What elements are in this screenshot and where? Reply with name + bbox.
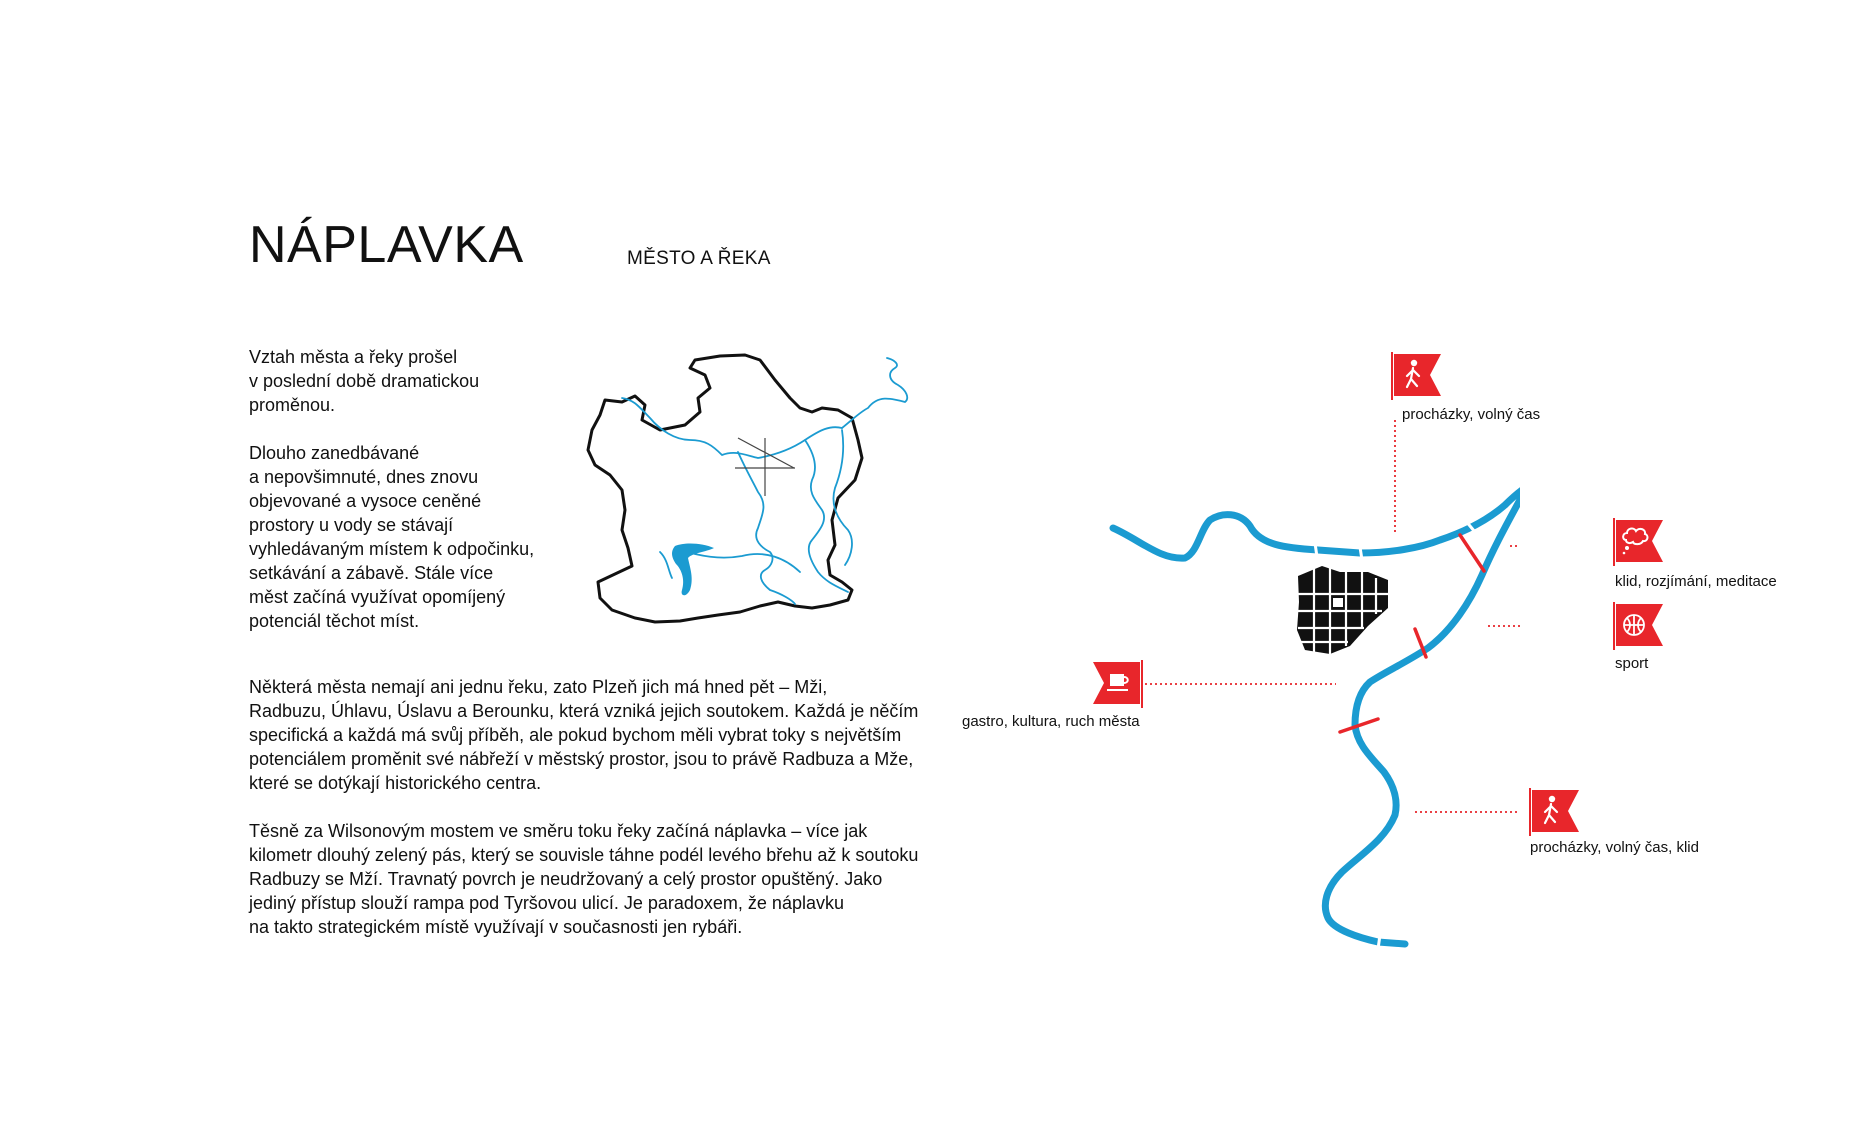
text-line: setkávání a zábavě. Stále více <box>249 563 494 583</box>
river-activity-diagram <box>1080 340 1520 960</box>
activity-flag-top <box>1390 352 1444 402</box>
activity-flag-bottom <box>1528 788 1582 838</box>
body-paragraph-2 <box>249 819 918 939</box>
text-line: Dlouho zanedbávané <box>249 443 420 463</box>
text-line: potenciál těchot míst. <box>249 611 420 631</box>
activity-caption-bottom: procházky, volný čas, klid <box>1530 839 1699 856</box>
body-paragraph-1 <box>249 675 918 795</box>
text-line: Vztah města a řeky prošel <box>249 347 458 367</box>
text-line: Radbuzu, Úhlavu, Úslavu a Berounku, která vzniká jejich soutokem. Každá je něčím <box>249 701 919 721</box>
text-line: Některá města nemají ani jednu řeku, zato Plzeň jich má hned pět – Mži, <box>249 677 828 697</box>
reservoir <box>672 544 714 596</box>
text-line: objevované a vysoce ceněné <box>249 491 482 511</box>
text-line: specifická a každá má svůj příběh, ale pokud bychom měli vybrat toky s největším <box>249 725 902 745</box>
activity-caption-sport: sport <box>1615 655 1649 672</box>
text-line: Těsně za Wilsonovým mostem ve směru toku řeky začíná náplavka – více jak <box>249 821 868 841</box>
text-line: jediný přístup slouží rampa pod Tyršovou ulicí. Je paradoxem, že náplavku <box>249 893 844 913</box>
activity-flag-gastro <box>1090 660 1146 710</box>
page-title: NÁPLAVKA <box>249 216 524 274</box>
city-outline-map <box>580 350 920 630</box>
intro-paragraph-2 <box>249 441 534 633</box>
text-line: v poslední době dramatickou <box>249 371 480 391</box>
river-lines <box>1113 490 1520 944</box>
activity-flag-klid <box>1612 518 1666 568</box>
crosshair-marker <box>735 438 795 496</box>
page-subtitle: MĚSTO A ŘEKA <box>627 248 771 269</box>
text-line: proměnou. <box>249 395 336 415</box>
city-boundary <box>588 355 862 622</box>
text-line: a nepovšimnuté, dnes znovu <box>249 467 479 487</box>
text-line: které se dotýkají historického centra. <box>249 773 542 793</box>
activity-caption-gastro: gastro, kultura, ruch města <box>962 713 1140 730</box>
bridge-mark <box>1460 535 1484 571</box>
intro-paragraph-1 <box>249 345 479 417</box>
activity-caption-top: procházky, volný čas <box>1402 406 1541 423</box>
activity-flag-sport <box>1612 602 1666 652</box>
bridge-marks <box>1340 535 1484 732</box>
text-line: Radbuzy se Mží. Travnatý povrch je neudržovaný a celý prostor opuštěný. Jako <box>249 869 883 889</box>
text-line: na takto strategickém místě využívají v současnosti jen rybáři. <box>249 917 743 937</box>
activity-caption-klid: klid, rozjímání, meditace <box>1615 573 1777 590</box>
text-line: prostory u vody se stávají <box>249 515 454 535</box>
text-line: potenciálem proměnit své nábřeží v městský prostor, jsou to právě Radbuza a Mže, <box>249 749 914 769</box>
river-radbuza <box>1325 496 1520 944</box>
historic-city-block <box>1297 566 1388 654</box>
text-line: vyhledávaným místem k odpočinku, <box>249 539 535 559</box>
text-line: měst začíná využívat opomíjený <box>249 587 506 607</box>
text-line: kilometr dlouhý zelený pás, který se souvisle táhne podél levého břehu až k soutoku <box>249 845 919 865</box>
basketball-icon <box>1624 615 1644 635</box>
